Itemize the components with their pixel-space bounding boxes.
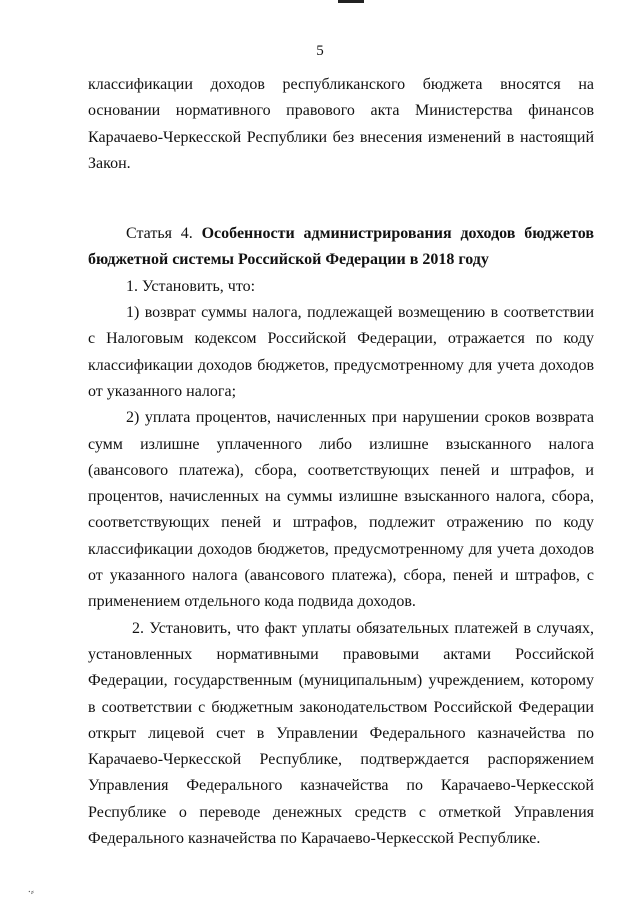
article-title: Особенности администрирования доходов бюджетов бюджетной системы Российской Федерации в 2018 году xyxy=(88,225,594,269)
scan-artifact xyxy=(338,0,364,3)
paragraph-1-item-1: 1) возврат суммы налога, подлежащей возмещению в соответствии с Налоговым кодексом Российской Федерации, отражается по коду классификации доходов бюджетов, предусмотренному для учета доходов от указанного налога; xyxy=(88,304,594,400)
paragraph-1-item-2: 2) уплата процентов, начисленных при нарушении сроков возврата сумм излишне уплаченного либо излишне взысканного налога (авансового платежа), сбора, соответствующих пеней и штрафов, и процентов, начисленных на суммы излишне взысканного налога, сбора, соответствующих пеней и штрафов, подлежит отражению по коду классификации доходов бюджетов, предусмотренному для учета доходов от указанного налога (авансового платежа), сбора, пеней и штрафов, с применением отдельного кода подвида доходов. xyxy=(88,409,594,611)
article-label: Статья 4. xyxy=(126,225,193,243)
corner-scan-mark: ⸱⸗ xyxy=(28,887,35,898)
document-body xyxy=(88,72,594,852)
page-number: 5 xyxy=(316,43,324,59)
paragraph-2: 2. Установить, что факт уплаты обязательных платежей в случаях, установленных нормативными правовыми актами Российской Федерации, государственным (муниципальным) учреждением, которому в соответствии с бюджетным законодательством Российской Федерации открыт лицевой счет в Управлении Федерального казначейства по Карачаево-Черкесской Республике, подтверждается распоряжением Управления Федерального казначейства по Карачаево-Черкесской Республике о переводе денежных средств с отметкой Управления Федерального казначейства по Карачаево-Черкесской Республике. xyxy=(88,619,594,848)
continuation-paragraph: классификации доходов республиканского бюджета вносятся на основании нормативного правового акта Министерства финансов Карачаево-Черкесской Республики без внесения изменений в настоящий Закон. xyxy=(88,76,594,172)
paragraph-1-intro: 1. Установить, что: xyxy=(126,277,256,295)
paragraph-spacer xyxy=(88,177,594,221)
article-heading xyxy=(88,221,594,274)
